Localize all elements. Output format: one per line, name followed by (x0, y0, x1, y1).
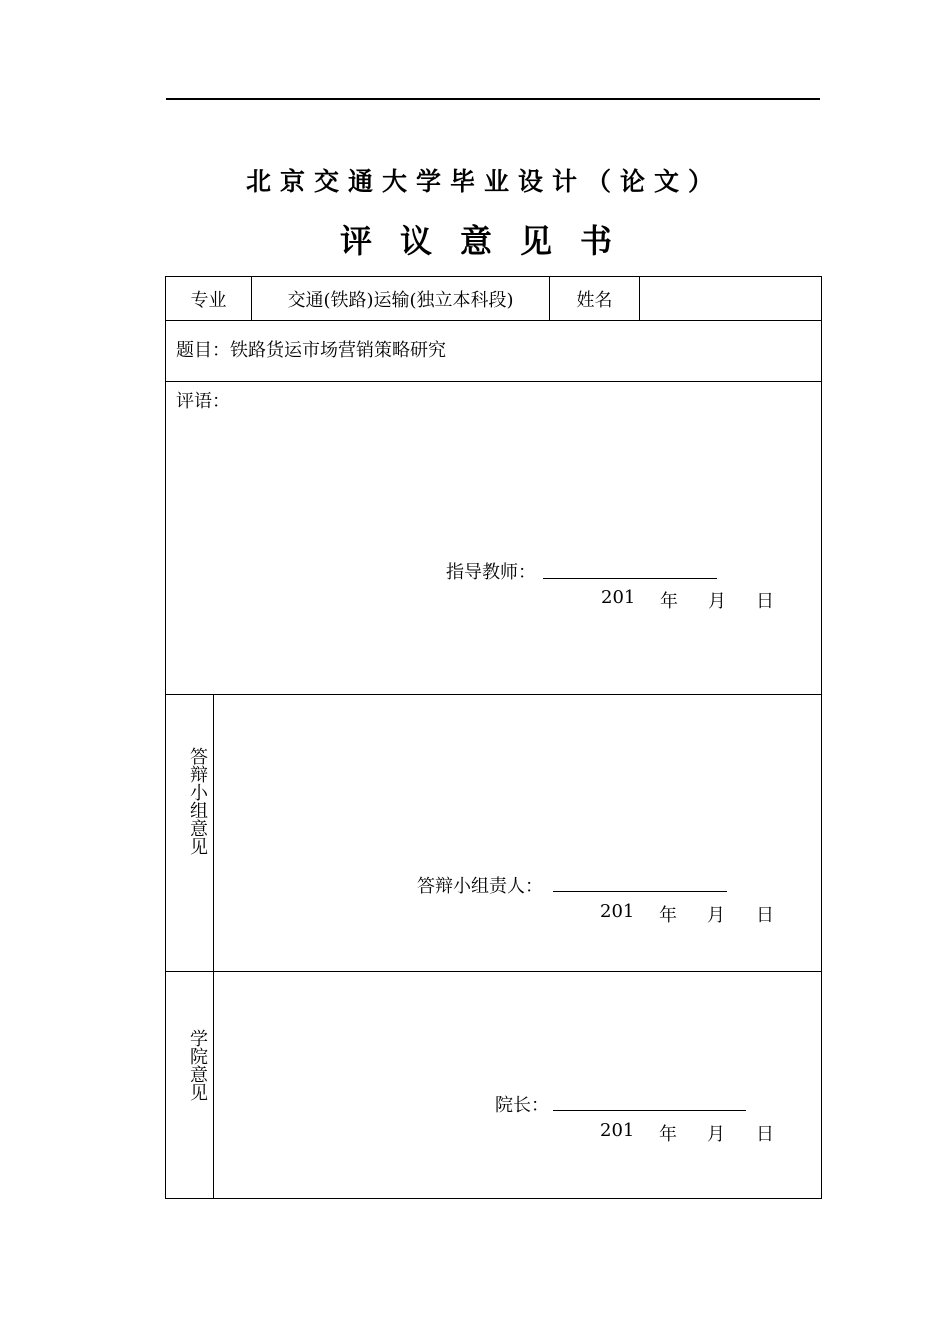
advisor-sign-line[interactable] (543, 578, 717, 579)
divider (213, 694, 214, 971)
date-month: 月 (708, 591, 726, 612)
evaluation-form (165, 276, 822, 1199)
defense-sign-label: 答辩小组责人： (417, 876, 543, 897)
defense-sign-line[interactable] (553, 891, 727, 892)
date-year-prefix: 201 (600, 1120, 635, 1141)
divider (166, 381, 821, 382)
divider (166, 971, 821, 972)
header-rule (166, 98, 820, 100)
date-day: 日 (756, 591, 774, 612)
date-year: 年 (659, 905, 677, 926)
major-value: 交通(铁路)运输(独立本科段) (287, 289, 514, 311)
document-subtitle: 评议意见书 (339, 222, 640, 260)
date-day: 日 (756, 905, 774, 926)
date-month: 月 (707, 905, 725, 926)
topic-text: 题目：铁路货运市场营销策略研究 (176, 340, 446, 361)
date-year-prefix: 201 (600, 901, 635, 922)
divider (166, 694, 821, 695)
date-year-prefix: 201 (601, 587, 636, 608)
document-title: 北京交通大学毕业设计（论文） (245, 167, 722, 196)
advisor-sign-label: 指导教师： (446, 562, 536, 583)
date-year: 年 (660, 591, 678, 612)
defense-label: 答辩小组意见 (187, 747, 208, 855)
date-month: 月 (707, 1124, 725, 1145)
date-day: 日 (756, 1124, 774, 1145)
major-label: 专业 (190, 289, 227, 311)
name-label: 姓名 (576, 289, 613, 311)
dean-sign-line[interactable] (553, 1110, 746, 1111)
date-year: 年 (659, 1124, 677, 1145)
divider (213, 971, 214, 1199)
dean-sign-label: 院长： (495, 1095, 549, 1116)
comments-label: 评语： (176, 391, 230, 412)
name-field[interactable] (640, 277, 821, 320)
college-label: 学院意见 (187, 1029, 208, 1101)
